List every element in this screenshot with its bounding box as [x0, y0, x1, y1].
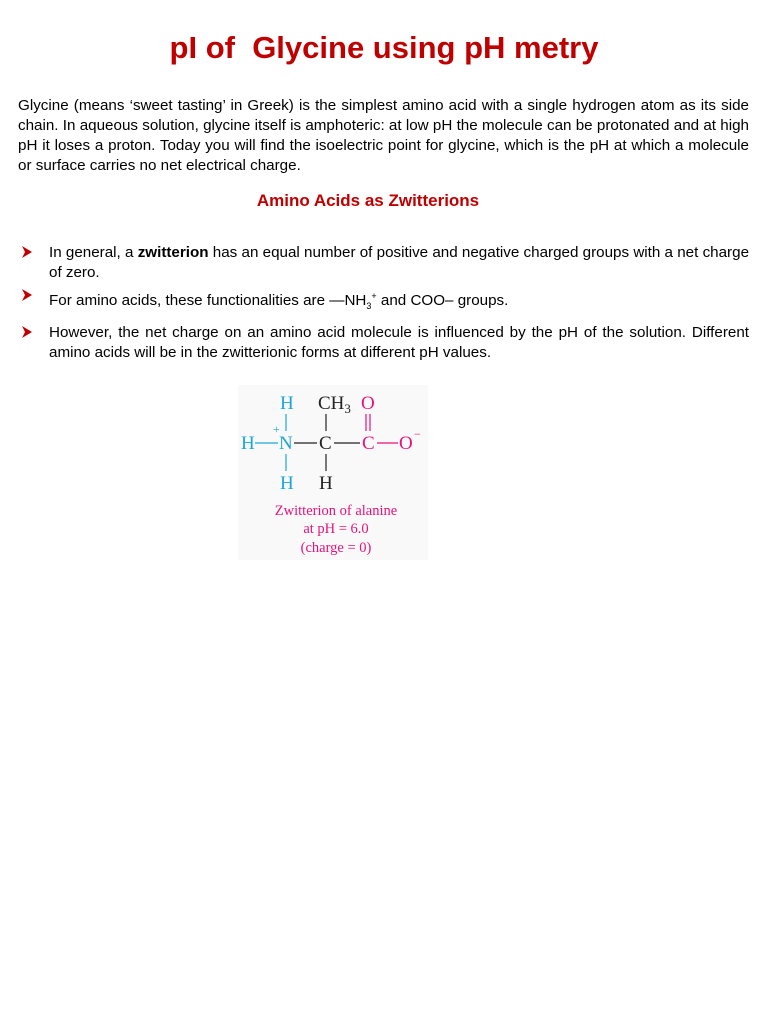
caption-line-3: (charge = 0)	[300, 540, 372, 556]
caption-line-1: Zwitterion of alanine	[274, 503, 398, 519]
page-title: pI of Glycine using pH metry	[169, 30, 599, 65]
bullet-text-pre: In general, a	[49, 244, 138, 261]
bullet-text-post: and COO– groups.	[376, 292, 509, 310]
bullet-text-post: has an equal number of positive and negative charged groups with a net charge of zero.	[49, 244, 750, 281]
arrow-bullet-icon	[22, 246, 32, 258]
arrow-bullet-icon	[22, 326, 32, 338]
alanine-zwitterion-figure	[238, 385, 428, 560]
atom-n: N	[279, 433, 293, 454]
section-heading: Amino Acids as Zwitterions	[256, 191, 480, 210]
atom-c-carboxyl: C	[362, 433, 375, 454]
superscript-plus: +	[371, 291, 377, 301]
atom-ch3: $CH_3$	[318, 393, 351, 416]
intro-paragraph: Glycine (means ‘sweet tasting’ in Greek) is the simplest amino acid with a single hydrogen atom as its side chain. In aqueous solution, glycine itself is amphoteric: at low pH the molecule can be protonated and at high pH it loses a proton. Today you will find the isoelectric point for glycine, which is the pH at which a molecule or surface carries no net electrical charge.	[18, 97, 749, 174]
atom-h-bottom-c: H	[319, 473, 333, 494]
bullet-item	[18, 243, 749, 283]
bullet-bold-term: zwitterion	[137, 244, 209, 261]
subscript-3: 3	[366, 301, 372, 312]
charge-minus: −	[414, 427, 421, 441]
charge-plus: +	[273, 422, 280, 436]
arrow-bullet-icon	[22, 289, 32, 301]
bullet-item	[18, 323, 749, 363]
atom-c-alpha: C	[319, 433, 332, 454]
caption-line-2: at pH = 6.0	[303, 521, 369, 537]
atom-o-minus: O	[399, 433, 413, 454]
atom-o-top: O	[361, 393, 375, 414]
bullet-text: However, the net charge on an amino acid molecule is influenced by the pH of the solution. Different amino acids will be in the zwitterionic forms at different pH values.	[49, 324, 749, 362]
bullet-text-pre: For amino acids, these functionalities are —NH	[49, 292, 367, 310]
atom-h-left: H	[241, 433, 255, 454]
structure-diagram	[238, 385, 428, 560]
bullet-list	[18, 243, 749, 363]
atom-h-bottom-n: H	[280, 473, 294, 494]
atom-h-top: H	[280, 393, 294, 414]
bullet-item	[18, 286, 749, 316]
